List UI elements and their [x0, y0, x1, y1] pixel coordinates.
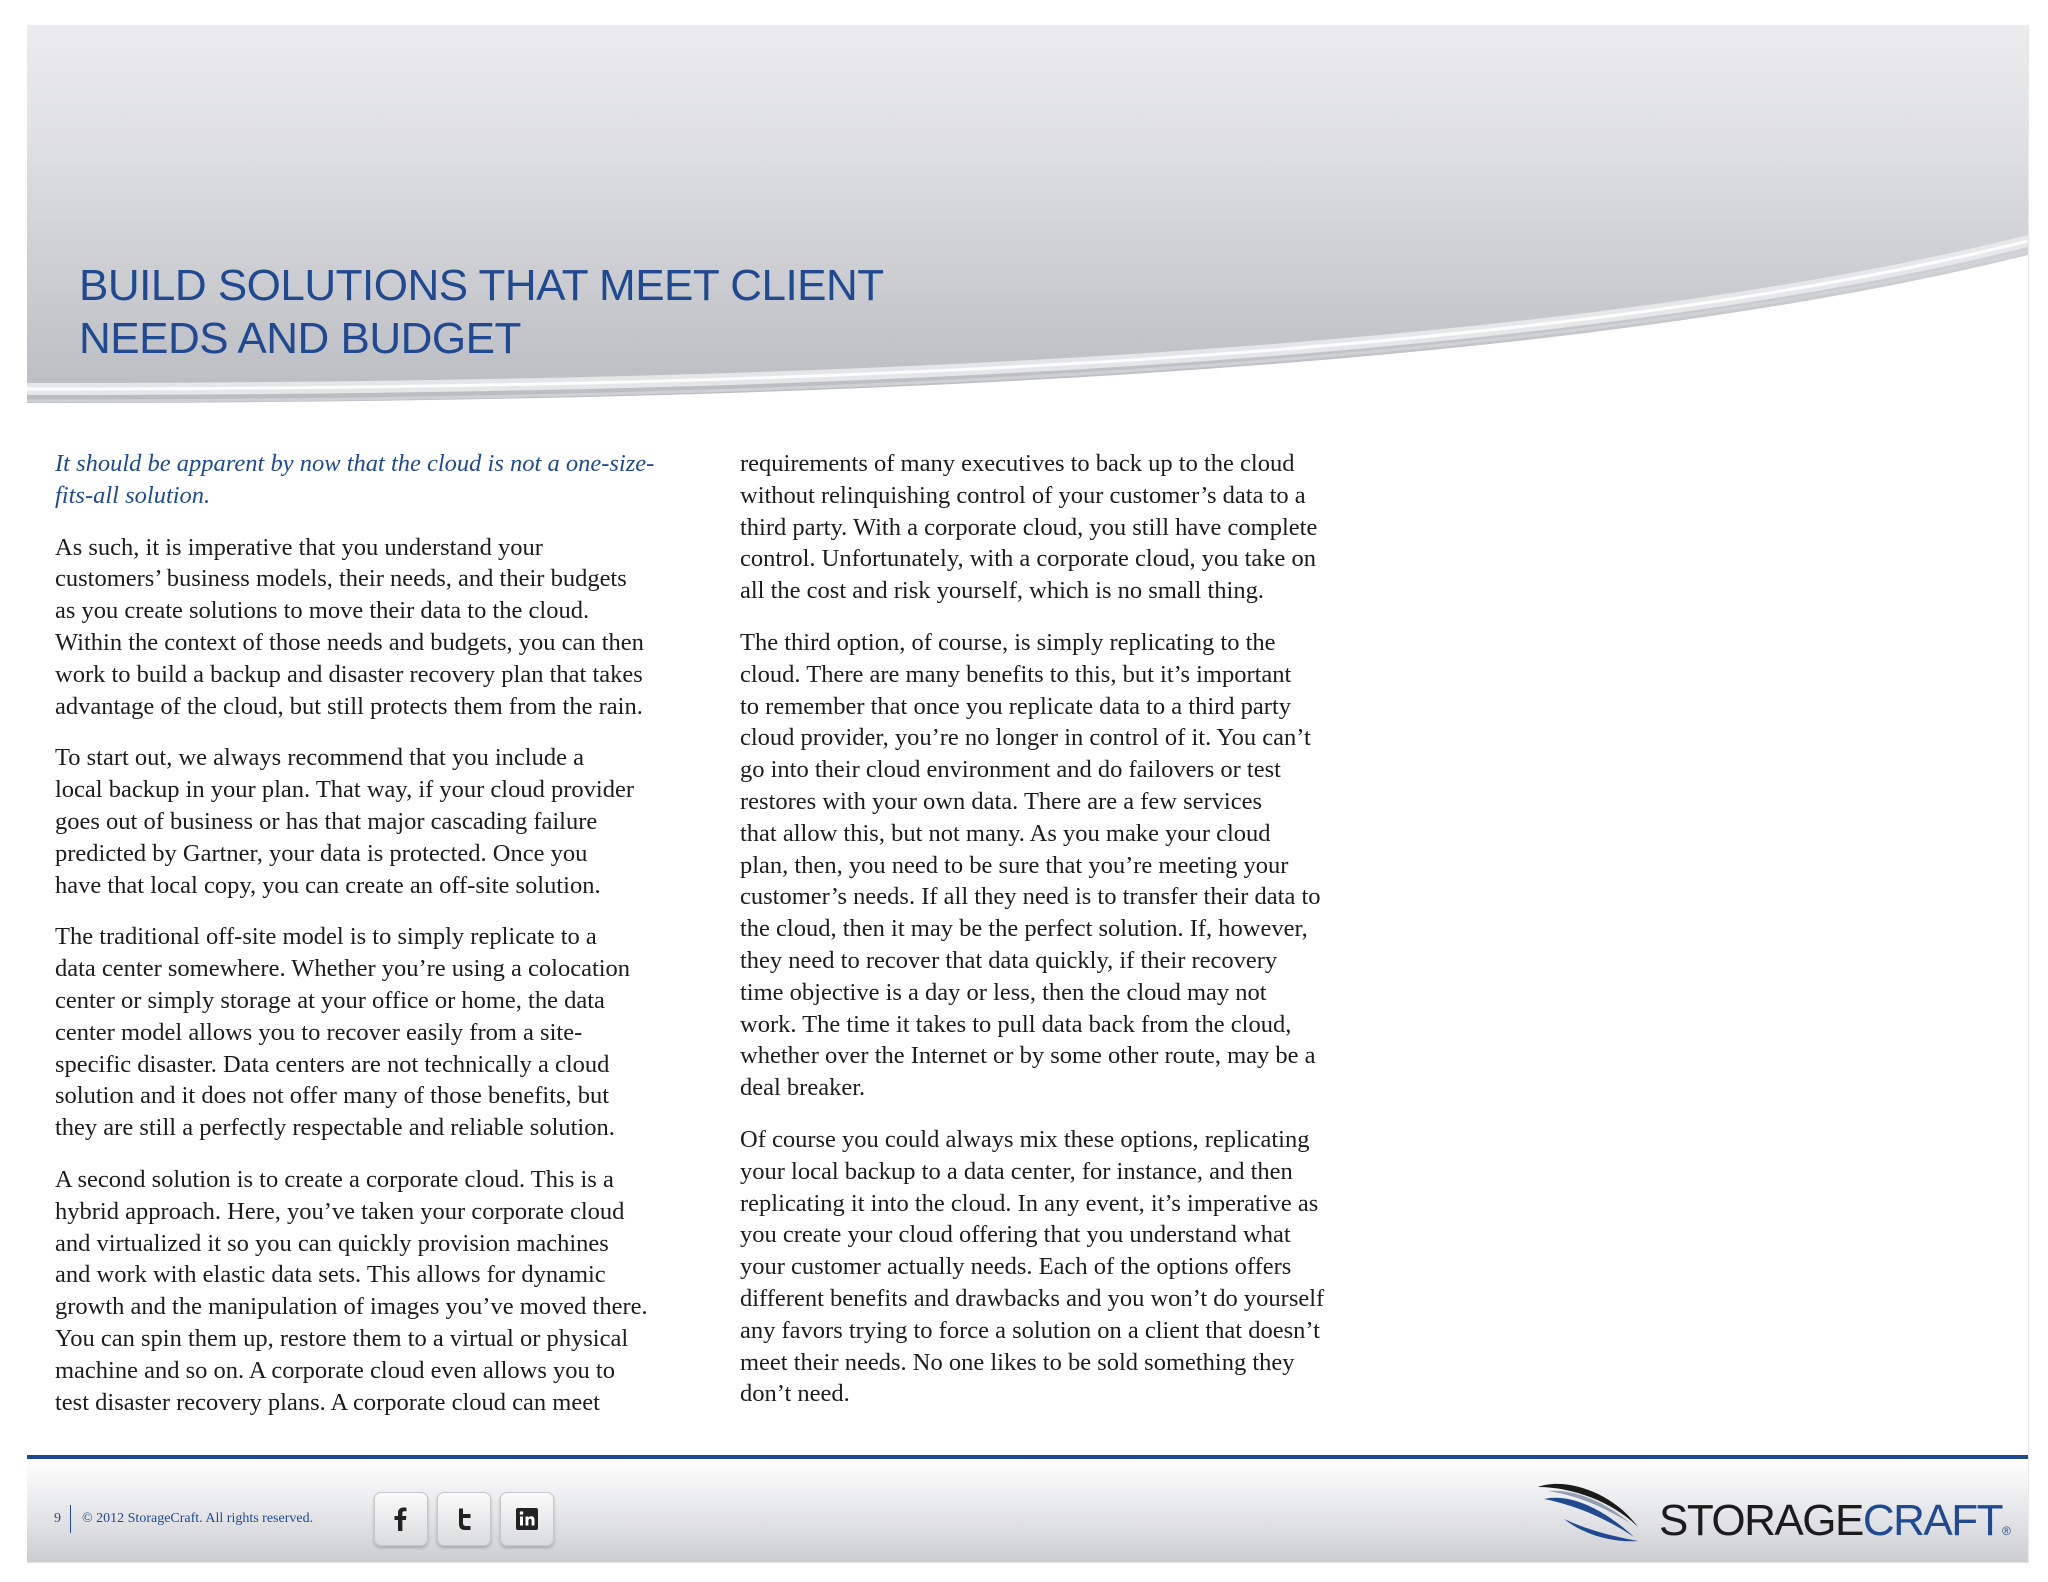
- right-column: [740, 448, 1410, 1430]
- facebook-icon: [386, 1504, 416, 1534]
- logo-wordmark: STORAGECRAFT®: [1659, 1496, 2010, 1545]
- body-paragraph: Of course you could always mix these options, replicating your local backup to a data center, for instance, and then replicating it into the cloud. In any event, it’s imperative as you create your cloud offering that you understand what your customer actually needs. Each of the options offers different benefits and drawbacks and you won’t do yourself any favors trying to force a solution on a client that doesn’t meet their needs. No one likes to be sold something they don’t need.: [740, 1125, 1325, 1408]
- copyright-text: © 2012 StorageCraft. All rights reserved.: [82, 1511, 314, 1526]
- body-paragraph: requirements of many executives to back up to the cloud without relinquishing control of your customer’s data to a third party. With a corporate cloud, you still have complete control. Unfortunately, with a corporate cloud, you take on all the cost and risk yourself, which is no small thing.: [740, 450, 1318, 605]
- twitter-icon: [449, 1504, 479, 1534]
- linkedin-icon: [512, 1504, 542, 1534]
- document-page: [27, 25, 2029, 1563]
- facebook-button[interactable]: [374, 1492, 428, 1546]
- page-footer: [27, 1455, 2028, 1563]
- storagecraft-logo: [1534, 1475, 2010, 1555]
- linkedin-button[interactable]: [500, 1492, 554, 1546]
- intro-paragraph: It should be apparent by now that the cloud is not a one-size- fits-all solution.: [55, 450, 655, 509]
- footer-divider: [70, 1505, 71, 1533]
- page-number: 9: [54, 1511, 61, 1526]
- body-paragraph: The traditional off-site model is to simply replicate to a data center somewhere. Whether you’re using a colocation center or simply storage at your office or home, the data center model allows you to recover easily from a site- specific disaster. Data centers are not technically a cloud solution and it does not offer many of those benefits, but they are still a perfectly respectable and reliable solution.: [55, 923, 631, 1142]
- left-column: [55, 448, 725, 1438]
- body-paragraph: As such, it is imperative that you understand your customers’ business models, their needs, and their budgets as you create solutions to move their data to the cloud. Within the context of those needs and budgets, you can then work to build a backup and disaster recovery plan that takes advantage of the cloud, but still protects them from the rain.: [55, 533, 644, 720]
- twitter-button[interactable]: [437, 1492, 491, 1546]
- body-paragraph: A second solution is to create a corporate cloud. This is a hybrid approach. Here, you’ve taken your corporate cloud and virtualized it so you can quickly provision machines and work with elastic data sets. This allows for dynamic growth and the manipulation of images you’ve moved there. You can spin them up, restore them to a virtual or physical machine and so on. A corporate cloud even allows you to test disaster recovery plans. A corporate cloud can meet: [55, 1165, 648, 1416]
- page-header: [27, 25, 2028, 410]
- logo-swoosh-icon: [1534, 1479, 1644, 1549]
- body-paragraph: The third option, of course, is simply replicating to the cloud. There are many benefits to this, but it’s important to remember that once you replicate data to a third party cloud provider, you’re no longer in control of it. You can’t go into their cloud environment and do failovers or test restores with your own data. There are a few services that allow this, but not many. As you make your cloud plan, then, you need to be sure that you’re meeting your customer’s needs. If all they need is to transfer their data to the cloud, then it may be the perfect solution. If, however, they need to recover that data quickly, if their recovery time objective is a day or less, then the cloud may not work. The time it takes to pull data back from the cloud, whether over the Internet or by some other route, may be a deal breaker.: [740, 628, 1321, 1102]
- body-paragraph: To start out, we always recommend that you include a local backup in your plan. That way, if your cloud provider goes out of business or has that major cascading failure predicted by Gartner, your data is protected. Once you have that local copy, you can create an off-site solution.: [55, 744, 634, 899]
- page-title: BUILD SOLUTIONS THAT MEET CLIENT NEEDS AND BUDGET: [79, 261, 884, 363]
